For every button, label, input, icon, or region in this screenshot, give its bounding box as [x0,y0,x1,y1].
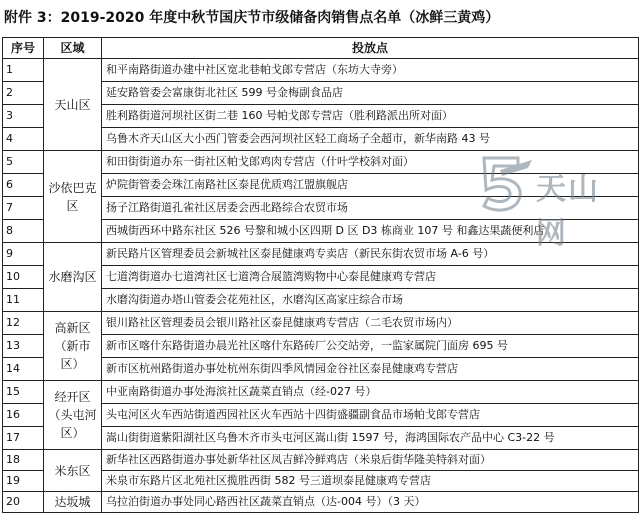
sales-point-cell: 七道湾街道办七道湾社区七道湾合展篮湾购物中心泰昆健康鸡专营店 [102,266,639,289]
row-serial: 5 [3,151,44,174]
tianshan-logo-icon [478,150,538,216]
sales-point-cell: 和平南路街道办建中社区宽北巷帕戈郎专营店（东坊大寺旁） [102,59,639,82]
row-serial: 6 [3,174,44,197]
document-title: 附件 3：2019-2020 年度中秋节国庆节市级储备肉销售点名单（冰鲜三黄鸡） [4,10,500,26]
sales-point-cell: 头屯河区火车西站街道西园社区火车西站十四街盛疆副食品市场帕戈郎专营店 [102,404,639,427]
sales-point-cell: 炉院街管委会珠江南路社区泰昆优质鸡江盟旗舰店 [102,174,639,197]
header-district: 区域 [44,38,102,59]
row-serial: 20 [3,492,44,513]
sales-point-cell: 乌拉泊街道办事处同心路西社区蔬菜直销点（达-004 号）（3 天） [102,492,639,513]
tianshan-watermark [478,150,628,251]
district-cell: 沙依巴克区 [44,151,102,243]
row-serial: 17 [3,427,44,450]
sales-point-cell: 新华社区西路街道办事处新华社区凤吉鲜冷鲜鸡店（米泉后街华隆美特斜对面） [102,450,639,471]
sales-point-cell: 新民路片区管理委员会新城社区泰昆健康鸡专卖店（新民东街农贸市场 A-6 号） [102,243,639,266]
watermark-text: 天山网 [536,172,600,251]
sales-point-cell: 扬子江路街道孔雀社区居委会西北路综合农贸市场 [102,197,639,220]
row-serial: 12 [3,312,44,335]
sales-point-table [2,37,639,513]
row-serial: 8 [3,220,44,243]
row-serial: 7 [3,197,44,220]
table-row [3,59,639,82]
row-serial: 18 [3,450,44,471]
district-cell: 米东区 [44,450,102,492]
district-cell: 达坂城 [44,492,102,513]
row-serial: 3 [3,105,44,128]
row-serial: 11 [3,289,44,312]
row-serial: 1 [3,59,44,82]
row-serial: 4 [3,128,44,151]
sales-point-cell: 新市区喀什东路街道办晨光社区喀什东路砖厂公交站旁，一监家属院门面房 695 号 [102,335,639,358]
sales-point-cell: 中亚南路街道办事处海滨社区蔬菜直销点（经-027 号） [102,381,639,404]
sales-point-cell: 水磨沟街道办塔山管委会花苑社区，水磨沟区高家庄综合市场 [102,289,639,312]
sales-point-cell: 米泉市东路片区北苑社区揽胜西街 582 号三道坝泰昆健康鸡专营店 [102,471,639,492]
table-header-row [3,38,639,59]
sales-point-cell: 新市区杭州路街道办事处杭州东街四季风情园金谷社区泰昆健康鸡专营店 [102,358,639,381]
district-cell: 水磨沟区 [44,243,102,312]
sales-point-cell: 和田街街道办东一街社区帕戈郎鸡肉专营店（什叶学校斜对面） [102,151,639,174]
table-row [3,492,639,513]
row-serial: 19 [3,471,44,492]
table-row [3,312,639,335]
sales-point-cell: 延安路管委会富康街北社区 599 号金梅副食品店 [102,82,639,105]
row-serial: 14 [3,358,44,381]
table-row [3,381,639,404]
sales-point-cell: 胜利路街道河坝社区街二巷 160 号帕戈郎专营店（胜利路派出所对面） [102,105,639,128]
sales-point-cell: 银川路社区管理委员会银川路社区泰昆健康鸡专营店（二毛农贸市场内） [102,312,639,335]
row-serial: 13 [3,335,44,358]
row-serial: 2 [3,82,44,105]
row-serial: 16 [3,404,44,427]
district-cell: 高新区（新市区） [44,312,102,381]
header-point: 投放点 [102,38,639,59]
sales-point-cell: 乌鲁木齐天山区大小西门管委会西河坝社区轻工商场子全超市，新华南路 43 号 [102,128,639,151]
header-serial: 序号 [3,38,44,59]
row-serial: 15 [3,381,44,404]
district-cell: 天山区 [44,59,102,151]
row-serial: 9 [3,243,44,266]
sales-point-cell: 嵩山街街道紫阳湖社区乌鲁木齐市头屯河区嵩山街 1597 号，海鸿国际农产品中心 C3-22 号 [102,427,639,450]
sales-point-cell: 西城街西环中路东社区 526 号黎和城小区四期 D 区 D3 栋商业 107 号 和鑫达果蔬便利店 [102,220,639,243]
district-cell: 经开区（头屯河区） [44,381,102,450]
row-serial: 10 [3,266,44,289]
table-row [3,450,639,471]
